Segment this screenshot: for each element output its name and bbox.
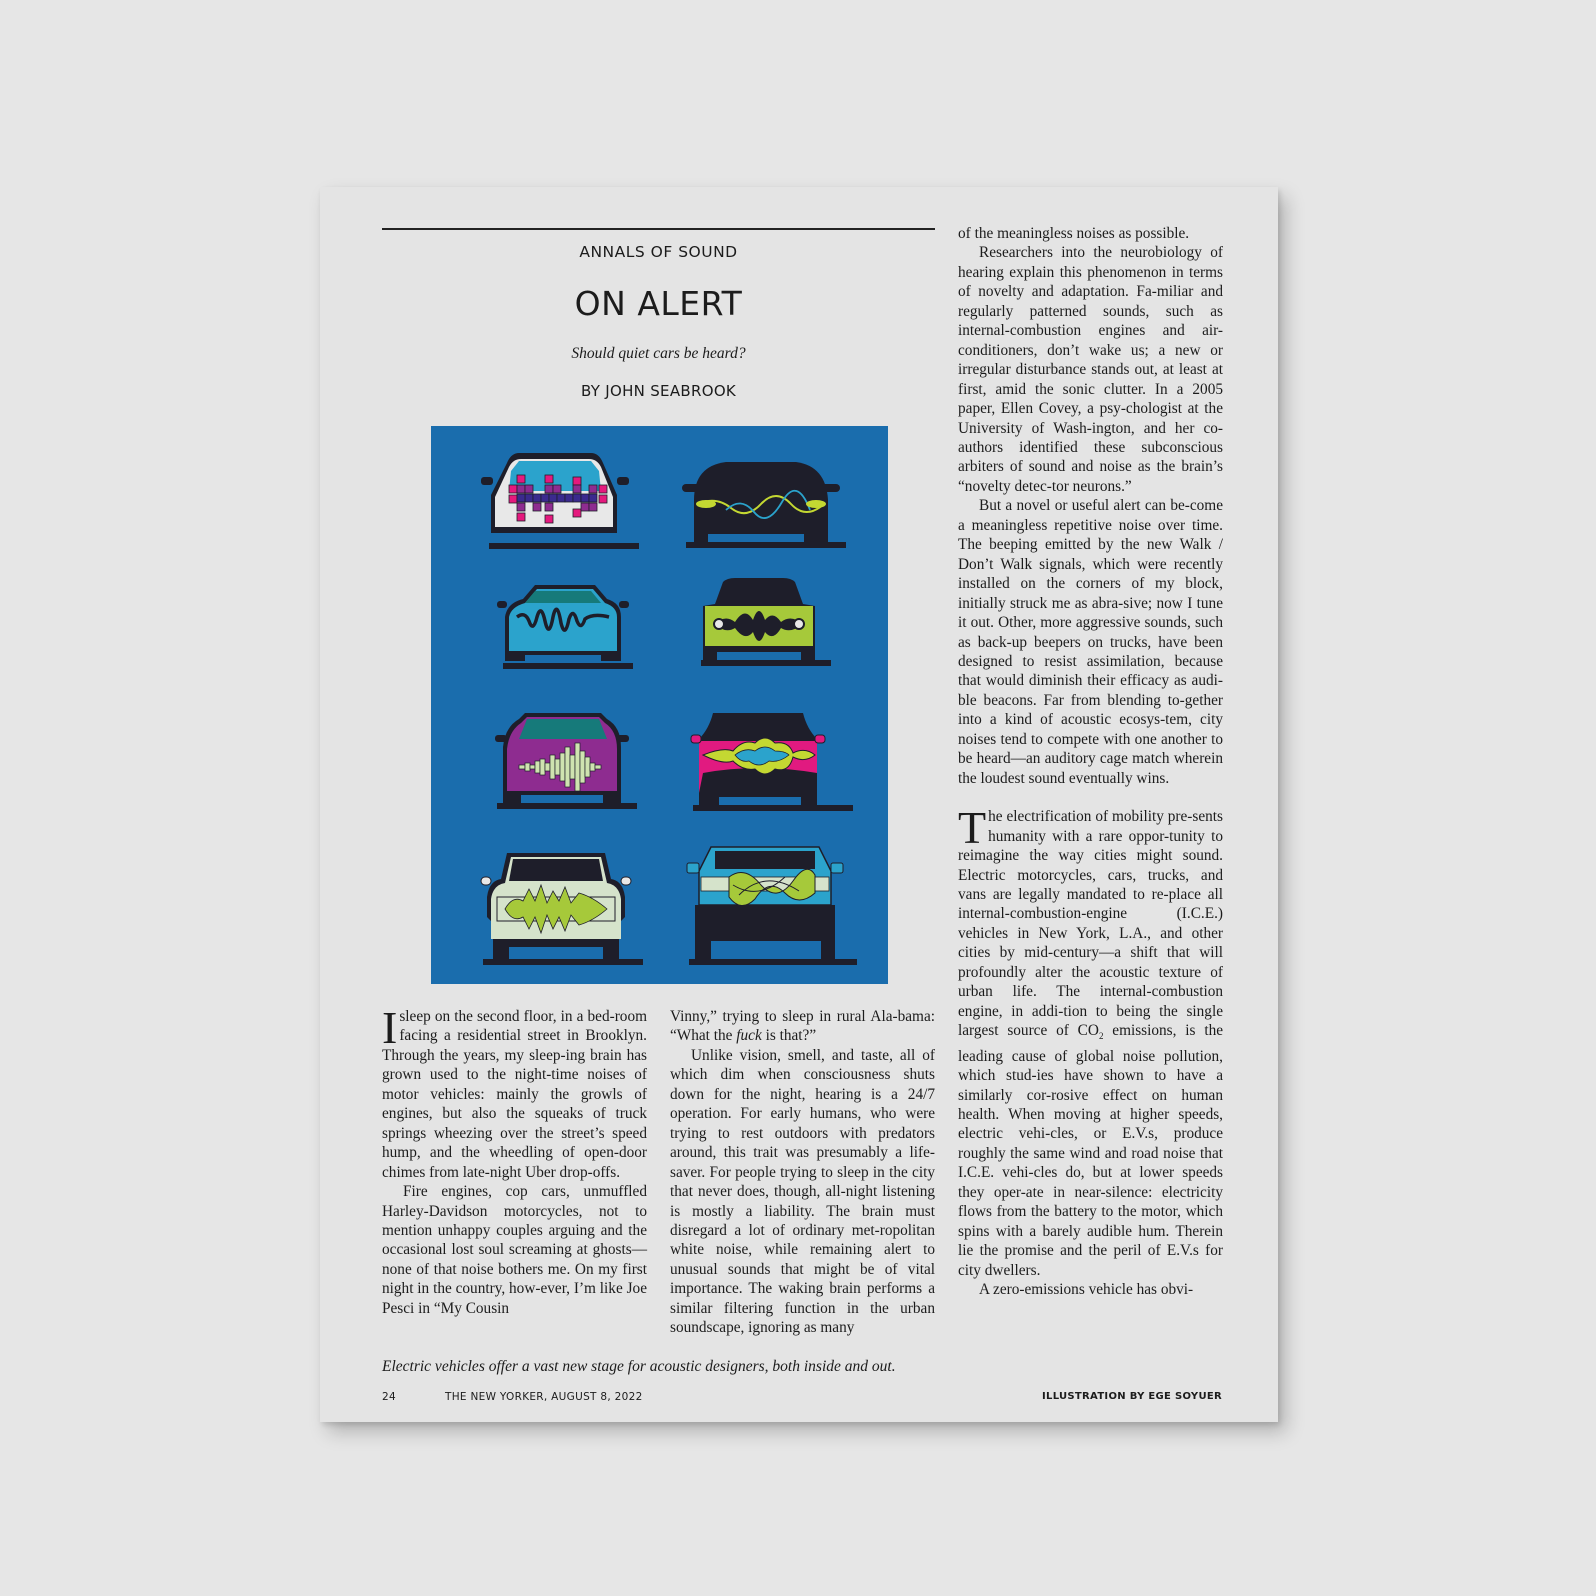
article-paragraph: A zero-emissions vehicle has obvi- bbox=[979, 1281, 1194, 1299]
article-column-1 bbox=[382, 1002, 647, 1318]
magazine-page bbox=[320, 187, 1278, 1422]
headline: ON ALERT bbox=[574, 284, 743, 323]
illustration-electric-cars bbox=[431, 426, 888, 984]
byline: BY JOHN SEABROOK bbox=[580, 382, 737, 400]
publication-dateline: THE NEW YORKER, AUGUST 8, 2022 bbox=[445, 1391, 643, 1403]
illustration-credit: ILLUSTRATION BY EGE SOYUER bbox=[1042, 1391, 1222, 1402]
article-paragraph: Vinny,” trying to sleep in rural Ala-bama: “What the fuck is that?” bbox=[670, 1008, 935, 1045]
article-column-2 bbox=[670, 1007, 935, 1338]
illustration-caption: Electric vehicles offer a vast new stage for acoustic designers, both inside and out. bbox=[382, 1358, 896, 1375]
article-paragraph: But a novel or useful alert can be-come a meaningless repetitive noise over time. The beeping emitted by the new Walk / Don’t Walk signals, which were recently installed on the corners of my block, initially struck me as abra-sive; now I tune it out. Other, more aggressive sounds, such as back-up beepers on trucks, have been designed to resist assimilation, because that would diminish their efficacy as audi-ble beacons. Far from blending to-gether into a kind of acoustic ecosys-tem, city noises tend to compete with one another to be heard—an auditory cage match wherein the loudest sound eventually wins. bbox=[958, 497, 1223, 787]
section-kicker: ANNALS OF SOUND bbox=[579, 243, 738, 261]
car-icon bbox=[495, 713, 637, 809]
article-paragraph: The electrification of mobility pre-sents humanity with a rare oppor-tunity to reimagine the way cities might sound. Electric motorcycles, cars, trucks, and vans are legally mandated to re-place all internal-combustion-engine (I.C.E.) vehicles in New York, L.A., and other cities by mid-century—a shift that will profoundly alter the acoustic texture of urban life. The internal-combustion engine, in addi-tion to being the single largest source of $CO_2$ emissions, is the leading cause of global noise pollution, which stud-ies have shown to have a similarly cor-rosive effect on human health. When moving at higher speeds, electric vehi-cles, or E.V.s, produce roughly the same wind and road noise that I.C.E. vehi-cles do, but at lower speeds they oper-ate in near-silence: electricity flows from the battery to the motor, which spins with a barely audible hum. Therein lie the promise and the peril of E.V.s for city dwellers. bbox=[958, 802, 1224, 1279]
article-column-3 bbox=[958, 224, 1223, 1300]
article-paragraph: of the meaningless noises as possible. bbox=[958, 225, 1190, 242]
article-paragraph: Researchers into the neurobiology of hearing explain this phenomenon in terms of novelty and adaptation. Fa-miliar and regularly patterned sounds, such as internal-combustion engines and air-conditioners, don’t wake us; a new or irregular disturbance stands out, at least at first, amid the sonic clutter. In a 2005 paper, Ellen Covey, a psy-chologist at the University of Wash-ington, and her co-authors identified these subconscious arbiters of sound and noise as the brain’s “novelty detec-tor neurons.” bbox=[958, 244, 1223, 495]
dek: Should quiet cars be heard? bbox=[571, 345, 746, 362]
article-paragraph: Fire engines, cop cars, unmuffled Harley-Davidson motorcycles, not to mention unhappy couples arguing and the occasional lost soul screaming at ghosts—none of that noise bothers me. On my first night in the country, how-ever, I’m like Joe Pesci in “My Cousin bbox=[382, 1183, 647, 1317]
top-rule bbox=[382, 228, 935, 230]
car-icon bbox=[687, 847, 857, 965]
page-number: 24 bbox=[382, 1391, 396, 1403]
article-paragraph: Unlike vision, smell, and taste, all of which dim when consciousness shuts down for the night, hearing is a 24/7 operation. For early humans, who were trying to rest outdoors with predators around, this trait was presumably a life-saver. For people trying to sleep in the city that never does, though, all-night listening is mostly a liability. The brain must disregard a lot of ordinary met-ropolitan white noise, while remaining alert to unusual sounds that might be of vital importance. The waking brain performs a similar filtering function in the urban soundscape, ignoring as many bbox=[670, 1046, 935, 1337]
drop-cap: I bbox=[382, 1002, 398, 1053]
drop-cap: T bbox=[958, 802, 987, 854]
article-paragraph: Isleep on the second floor, in a bed-room facing a residential street in Brooklyn. Through the years, my sleep-ing brain has grown used to the night-time noises of motor vehicles: mainly the growls of engines, but also the squeaks of truck springs wheezing over the street’s speed hump, and the wheedling of open-door chimes from late-night Uber drop-offs. bbox=[382, 1002, 647, 1181]
